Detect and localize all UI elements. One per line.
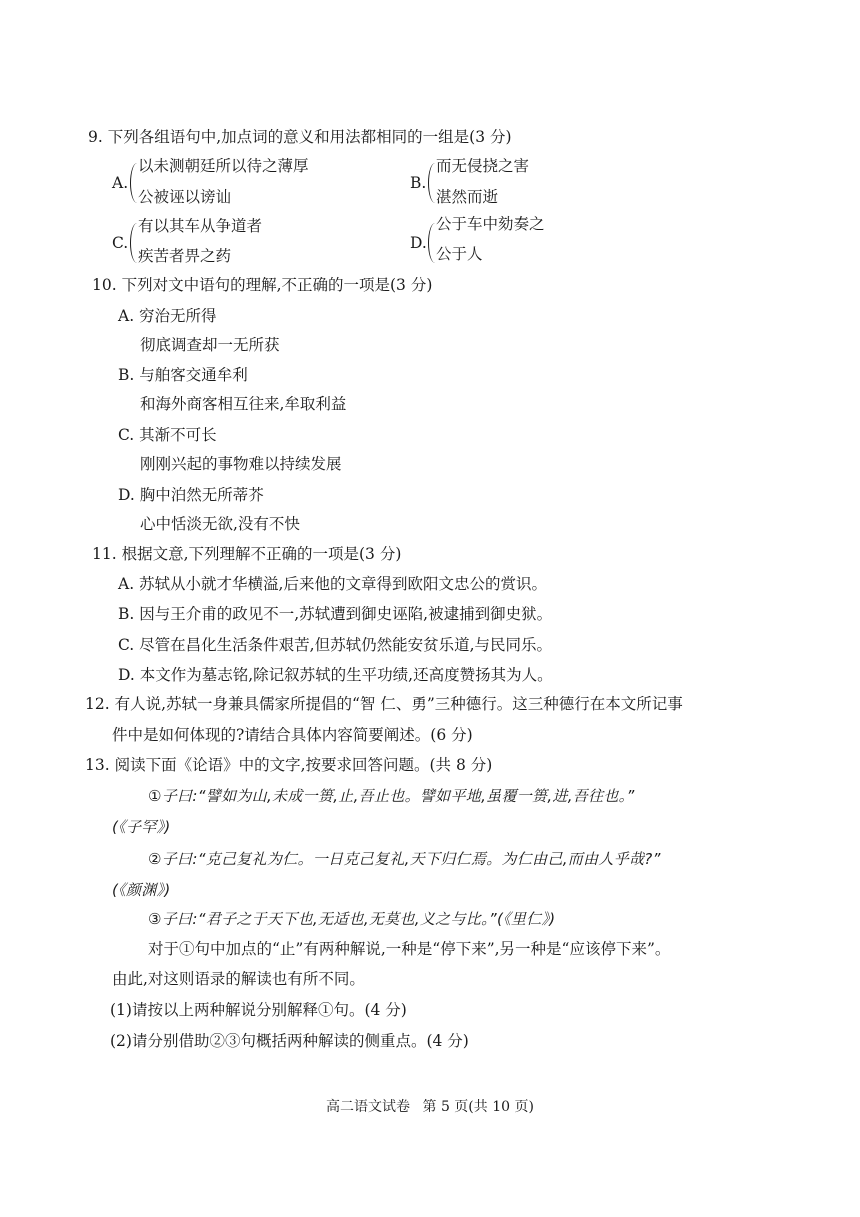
q13-passage2-source: (《颜渊》) xyxy=(112,881,171,899)
q9-option-d-line1: 公于车中劾奏之 xyxy=(436,215,545,233)
q10-option-c: C. 其渐不可长 xyxy=(118,426,217,444)
q10-option-d-explain: 心中恬淡无欲,没有不快 xyxy=(140,515,300,533)
brace-icon xyxy=(428,223,436,263)
q13-passage3: ③子曰:“君子之于天下也,无适也,无莫也,义之与比。”(《里仁》) xyxy=(148,910,556,928)
q10-option-b: B. 与舶客交通牟利 xyxy=(118,366,248,384)
q13-subquestion2: (2)请分别借助②③句概括两种解读的侧重点。(4 分) xyxy=(110,1032,469,1050)
q9-option-c-letter: C. xyxy=(112,234,129,252)
q9-option-c-line1: 有以其车从争道者 xyxy=(138,217,263,235)
q12-line1: 12. 有人说,苏轼一身兼具儒家所提倡的“智 仁、勇”三种德行。这三种德行在本文所记事 xyxy=(85,695,683,713)
q13-note-line1: 对于①句中加点的“止”有两种解说,一种是“停下来”,另一种是“应该停下来”。 xyxy=(148,940,671,958)
q10-option-a: A. 穷治无所得 xyxy=(118,307,217,325)
footer-page-number: 第 5 页(共 10 页) xyxy=(422,1099,534,1115)
page-footer xyxy=(0,1097,860,1117)
brace-icon xyxy=(130,163,138,203)
q9-option-c-line2: 疾苦者畀之药 xyxy=(138,247,232,265)
q9-option-a-letter: A. xyxy=(112,174,129,192)
q11-option-c: C. 尽管在昌化生活条件艰苦,但苏轼仍然能安贫乐道,与民同乐。 xyxy=(118,636,553,654)
q11-option-a: A. 苏轼从小就才华横溢,后来他的文章得到欧阳文忠公的赏识。 xyxy=(118,575,547,593)
q9-stem: 9. 下列各组语句中,加点词的意义和用法都相同的一组是(3 分) xyxy=(88,128,512,146)
q10-stem: 10. 下列对文中语句的理解,不正确的一项是(3 分) xyxy=(92,276,433,294)
q9-option-b-letter: B. xyxy=(410,174,427,192)
q10-option-b-explain: 和海外商客相互往来,牟取利益 xyxy=(140,395,347,413)
q10-option-c-explain: 刚刚兴起的事物难以持续发展 xyxy=(140,455,342,473)
q13-passage1: ①子曰:“譬如为山,未成一篑,止,吾止也。譬如平地,虽覆一篑,进,吾往也。” xyxy=(148,787,635,805)
brace-icon xyxy=(428,163,436,203)
q10-option-a-explain: 彻底调查却一无所获 xyxy=(140,336,280,354)
q9-option-b-line2: 湛然而逝 xyxy=(436,188,499,206)
q13-stem: 13. 阅读下面《论语》中的文字,按要求回答问题。(共 8 分) xyxy=(85,756,493,774)
q9-option-d-line2: 公于人 xyxy=(436,245,483,263)
q10-option-d: D. 胸中泊然无所蒂芥 xyxy=(118,486,264,504)
footer-subject: 高二语文试卷 xyxy=(326,1099,411,1115)
q13-note-line2: 由此,对这则语录的解读也有所不同。 xyxy=(112,970,365,988)
q13-passage1-source: (《子罕》) xyxy=(112,818,171,836)
q9-option-a-line2: 公被诬以谤讪 xyxy=(138,188,232,206)
q9-option-a-line1: 以未测朝廷所以待之薄厚 xyxy=(138,157,309,175)
q9-option-d-letter: D. xyxy=(410,234,427,252)
q12-line2: 件中是如何体现的?请结合具体内容简要阐述。(6 分) xyxy=(112,726,473,744)
q11-option-b: B. 因与王介甫的政见不一,苏轼遭到御史诬陷,被逮捕到御史狱。 xyxy=(118,605,553,623)
q11-option-d: D. 本文作为墓志铭,除记叙苏轼的生平功绩,还高度赞扬其为人。 xyxy=(118,666,553,684)
q11-stem: 11. 根据文意,下列理解不正确的一项是(3 分) xyxy=(92,545,402,563)
q13-passage2: ②子曰:“克己复礼为仁。一日克己复礼,天下归仁焉。为仁由己,而由人乎哉?” xyxy=(148,850,661,868)
q13-subquestion1: (1)请按以上两种解说分别解释①句。(4 分) xyxy=(110,1001,407,1019)
brace-icon xyxy=(130,223,138,263)
q9-option-b-line1: 而无侵挠之害 xyxy=(436,157,530,175)
